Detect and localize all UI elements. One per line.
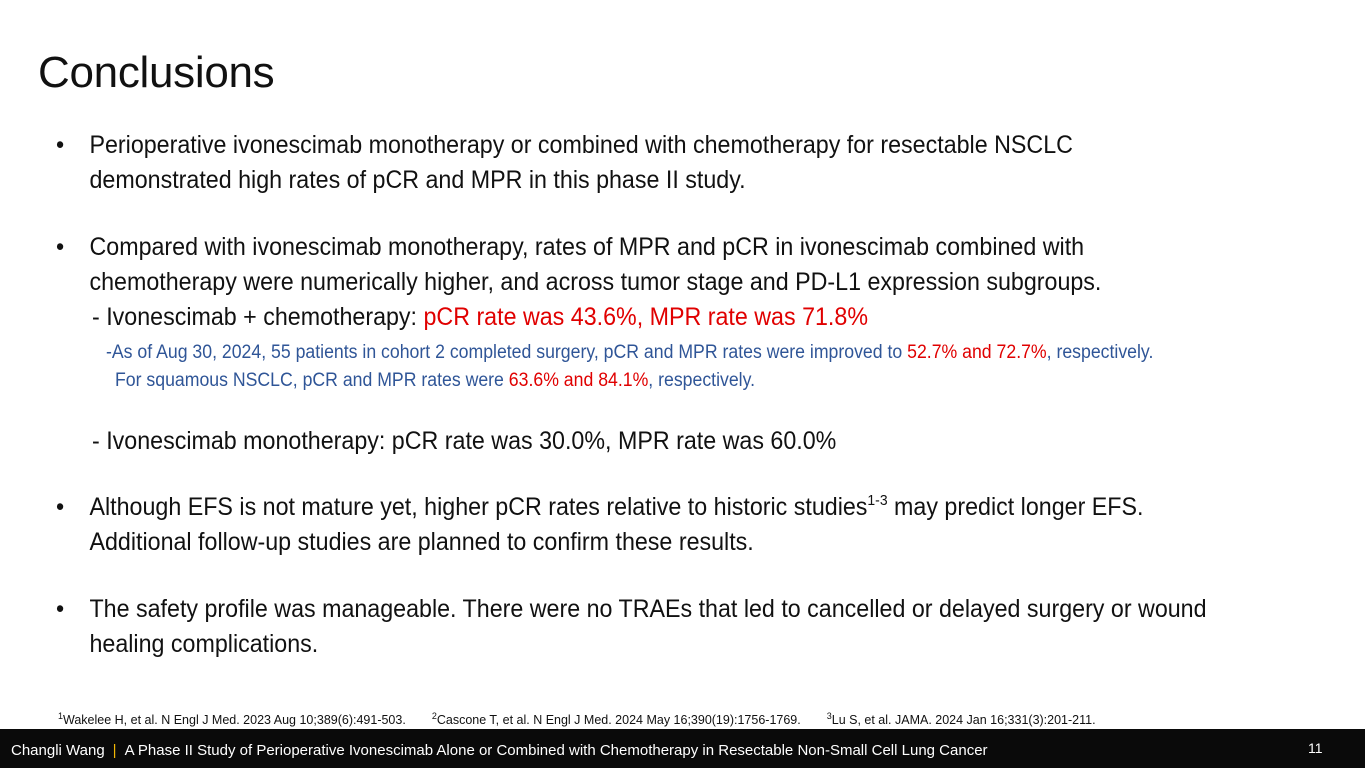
- page-number: 11: [1308, 740, 1323, 756]
- cohort2-update-text: -As of Aug 30, 2024, 55 patients in cohort 2 completed surgery, pCR and MPR rates were improved to: [106, 342, 908, 363]
- combo-result-values: pCR rate was 43.6%, MPR rate was 71.8%: [423, 303, 868, 331]
- bullet-2-line-1: Compared with ivonescimab monotherapy, rates of MPR and pCR in ivonescimab combined with: [89, 233, 1085, 261]
- squamous-update-text: For squamous NSCLC, pCR and MPR rates were: [115, 370, 509, 391]
- bullet-dot: •: [56, 493, 65, 521]
- squamous-update-values: 63.6% and 84.1%: [508, 370, 649, 391]
- squamous-update-suffix: , respectively.: [648, 370, 756, 391]
- combo-result: [92, 300, 868, 335]
- bullet-4-line-2: healing complications.: [89, 630, 319, 658]
- bullet-dot: •: [56, 595, 65, 623]
- reference-2: $^2$Cascone T, et al. N Engl J Med. 2024 May 16;390(19):1756-1769.: [431, 711, 801, 727]
- bullet-3-line-1-suffix: may predict longer EFS.: [887, 493, 1144, 521]
- references: [58, 713, 1122, 727]
- bullet-3-line-1-text: Although EFS is not mature yet, higher pCR rates relative to historic studies: [89, 493, 868, 521]
- slide-title: Conclusions: [38, 48, 275, 97]
- reference-1: $^1$Wakelee H, et al. N Engl J Med. 2023 Aug 10;389(6):491-503.: [58, 711, 406, 727]
- reference-3: $^3$Lu S, et al. JAMA. 2024 Jan 16;331(3):201-211.: [826, 711, 1096, 727]
- cohort2-update: [106, 341, 1153, 365]
- bullet-1-line-1: Perioperative ivonescimab monotherapy or combined with chemotherapy for resectable NSCLC: [89, 131, 1073, 159]
- bullet-dot: •: [56, 233, 65, 261]
- citation-superscript: 1-3: [867, 492, 888, 509]
- bullet-2-line-2: chemotherapy were numerically higher, and across tumor stage and PD-L1 expression subgroups.: [89, 268, 1102, 296]
- mono-result: - Ivonescimab monotherapy: pCR rate was 30.0%, MPR rate was 60.0%: [92, 427, 837, 455]
- cohort2-update-suffix: , respectively.: [1046, 342, 1154, 363]
- bullet-1-line-2: demonstrated high rates of pCR and MPR in this phase II study.: [89, 166, 746, 194]
- squamous-update: [115, 369, 755, 393]
- footer-separator: |: [112, 742, 117, 759]
- footer-bar: [0, 729, 1365, 768]
- cohort2-update-values: 52.7% and 72.7%: [907, 342, 1047, 363]
- bullet-3-line-2: Additional follow-up studies are planned to confirm these results.: [89, 528, 754, 556]
- footer-study-title: A Phase II Study of Perioperative Ivonescimab Alone or Combined with Chemotherapy in Resectable Non-Small Cell Lung Cancer: [124, 742, 988, 759]
- bullet-3-line-1: [89, 490, 1326, 525]
- bullet-dot: •: [56, 131, 65, 159]
- bullet-4-line-1: The safety profile was manageable. There were no TRAEs that led to cancelled or delayed surgery or wound: [89, 595, 1207, 623]
- combo-result-label: - Ivonescimab + chemotherapy:: [92, 303, 424, 331]
- footer-author: Changli Wang: [11, 742, 105, 759]
